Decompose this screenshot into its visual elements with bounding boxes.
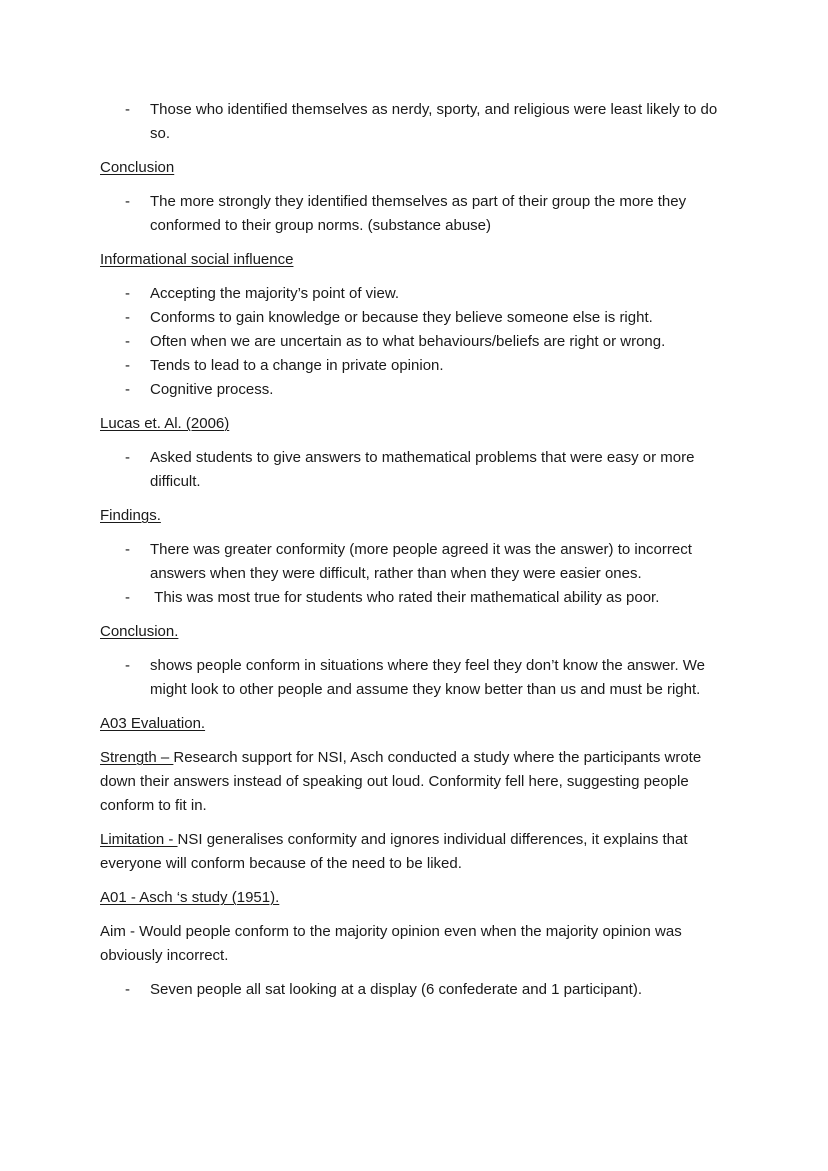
list-item-text: Accepting the majority’s point of view.	[150, 285, 400, 302]
bullet-list	[100, 446, 740, 494]
section-heading: A03 Evaluation.	[100, 715, 206, 732]
list-item	[100, 654, 740, 702]
list-item	[100, 978, 740, 1002]
section-heading: Lucas et. Al. (2006)	[100, 415, 230, 432]
paragraph-text: NSI generalises conformity and ignores individual differences, it explains that everyone will conform because of the need to be liked.	[100, 831, 688, 872]
bullet-list	[100, 978, 740, 1002]
list-item	[100, 354, 740, 378]
dash-bullet-icon: -	[125, 357, 130, 374]
list-item-text: Cognitive process.	[150, 381, 274, 398]
bullet-list	[100, 654, 740, 702]
bullet-list	[100, 282, 740, 402]
list-item	[100, 98, 740, 146]
list-item-text: Conforms to gain knowledge or because they believe someone else is right.	[150, 309, 653, 326]
section-heading: A01 - Asch ‘s study (1951).	[100, 889, 280, 906]
list-item	[100, 306, 740, 330]
section-heading: Conclusion	[100, 159, 175, 176]
bullet-list	[100, 538, 740, 610]
list-item	[100, 190, 740, 238]
dash-bullet-icon: -	[125, 101, 130, 118]
section-heading: Findings.	[100, 507, 161, 524]
paragraph	[100, 828, 740, 876]
paragraph-text: Research support for NSI, Asch conducted a study where the participants wrote down their answers instead of speaking out loud. Conformity fell here, suggesting people conform to fit in.	[100, 749, 702, 814]
list-item-text: This was most true for students who rated their mathematical ability as poor.	[150, 589, 660, 606]
paragraph-lead: Strength –	[100, 749, 174, 766]
section-heading: Informational social influence	[100, 251, 294, 268]
paragraph-text: Aim - Would people conform to the majority opinion even when the majority opinion was obviously incorrect.	[100, 923, 682, 964]
list-item	[100, 330, 740, 354]
list-item-text: shows people conform in situations where they feel they don’t know the answer. We might look to other people and assume they know better than us and must be right.	[150, 657, 710, 698]
dash-bullet-icon: -	[125, 309, 130, 326]
list-item	[100, 446, 740, 494]
list-item	[100, 586, 740, 610]
list-item	[100, 378, 740, 402]
paragraph	[100, 920, 740, 968]
dash-bullet-icon: -	[125, 657, 130, 674]
document-page	[100, 98, 740, 1012]
list-item-text: There was greater conformity (more people agreed it was the answer) to incorrect answers when they were difficult, rather than when they were easier ones.	[150, 541, 697, 582]
list-item-text: Often when we are uncertain as to what behaviours/beliefs are right or wrong.	[150, 333, 666, 350]
list-item-text: Those who identified themselves as nerdy, sporty, and religious were least likely to do so.	[150, 101, 722, 142]
bullet-list	[100, 190, 740, 238]
list-item-text: Seven people all sat looking at a display (6 confederate and 1 participant).	[150, 981, 642, 998]
dash-bullet-icon: -	[125, 333, 130, 350]
list-item-text: The more strongly they identified themselves as part of their group the more they conformed to their group norms. (substance abuse)	[150, 193, 691, 234]
dash-bullet-icon: -	[125, 589, 130, 606]
list-item-text: Tends to lead to a change in private opinion.	[150, 357, 444, 374]
paragraph-lead: Limitation -	[100, 831, 178, 848]
dash-bullet-icon: -	[125, 193, 130, 210]
dash-bullet-icon: -	[125, 381, 130, 398]
list-item	[100, 282, 740, 306]
list-item-text: Asked students to give answers to mathematical problems that were easy or more difficult.	[150, 449, 699, 490]
bullet-list	[100, 98, 740, 146]
dash-bullet-icon: -	[125, 981, 130, 998]
dash-bullet-icon: -	[125, 541, 130, 558]
dash-bullet-icon: -	[125, 285, 130, 302]
dash-bullet-icon: -	[125, 449, 130, 466]
paragraph	[100, 746, 740, 818]
list-item	[100, 538, 740, 586]
section-heading: Conclusion.	[100, 623, 179, 640]
